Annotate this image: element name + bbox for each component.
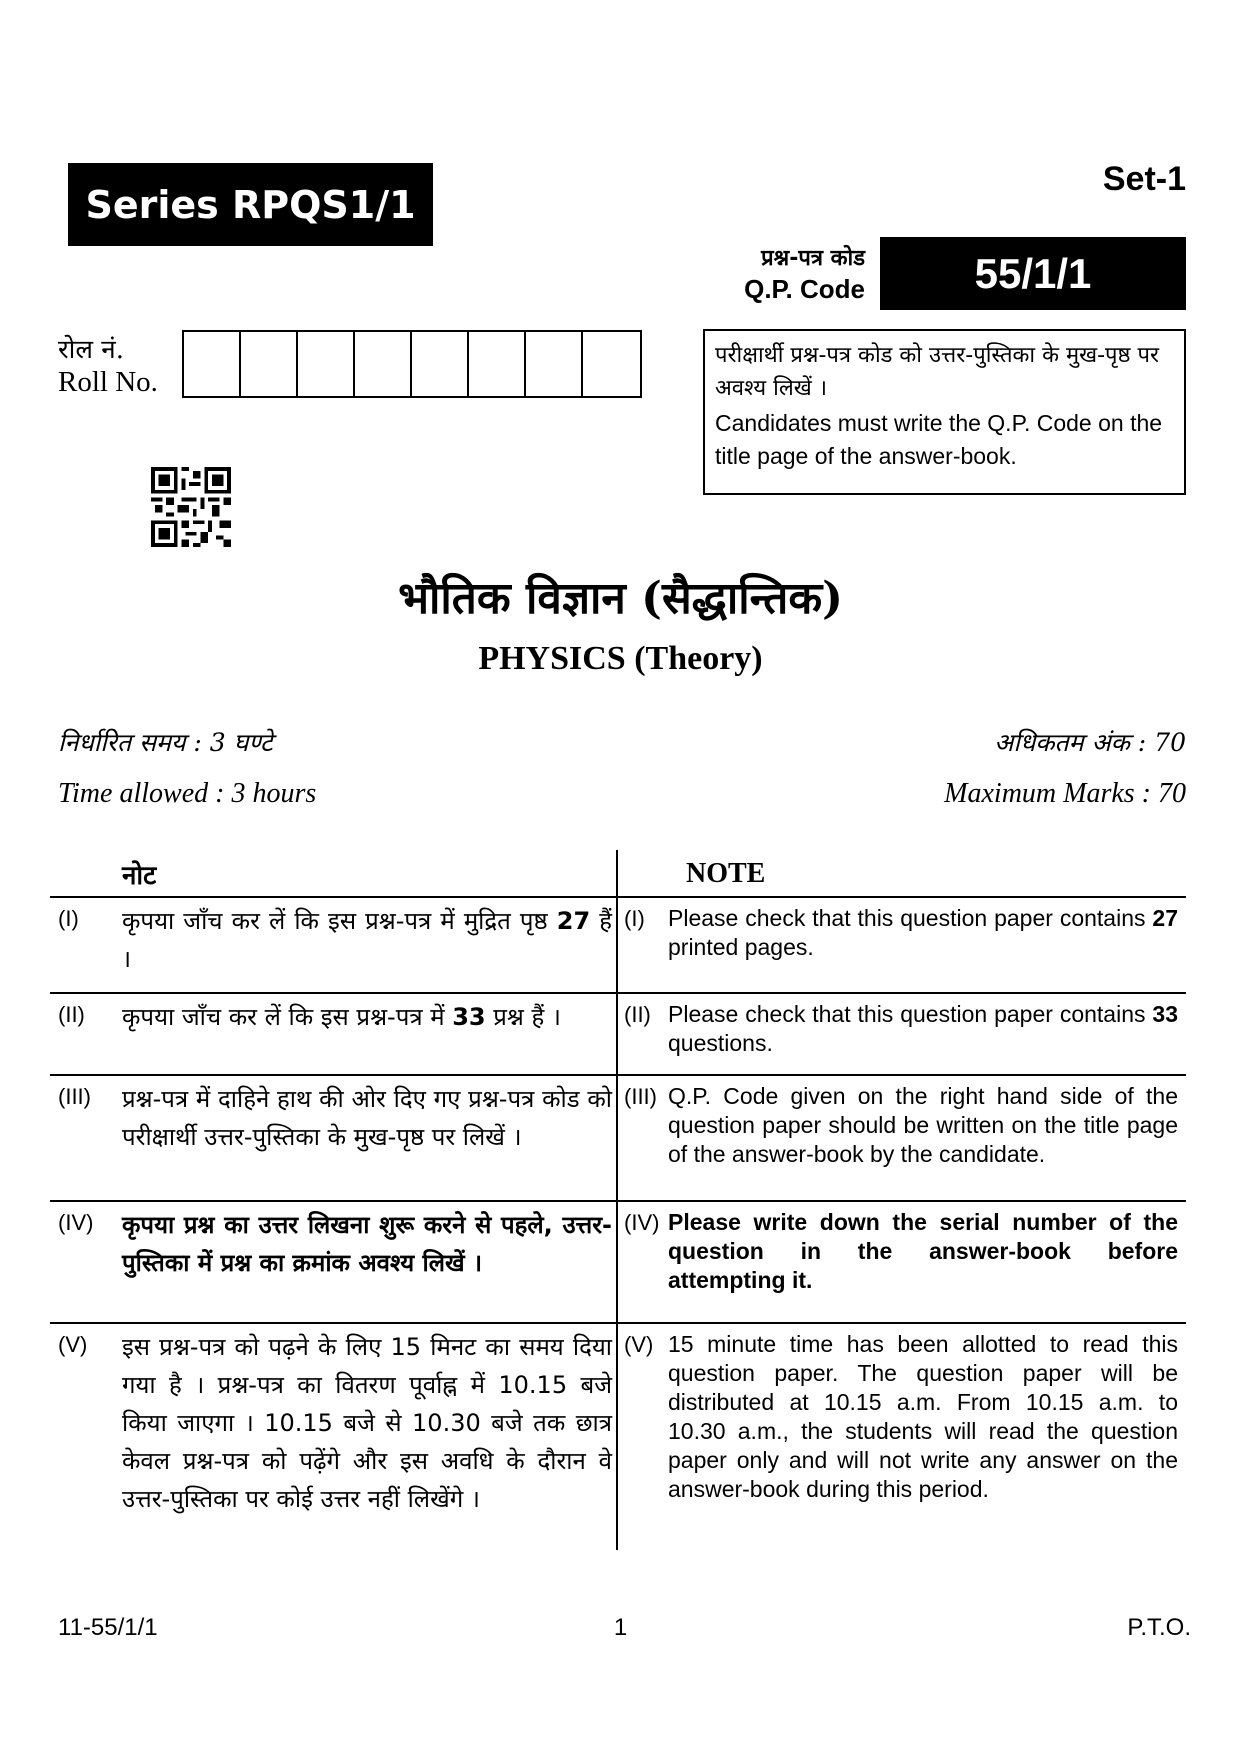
roll-number-boxes[interactable]: [182, 330, 642, 398]
roll-digit-box[interactable]: [241, 332, 298, 396]
roll-digit-box[interactable]: [184, 332, 241, 396]
max-marks-english: Maximum Marks : 70: [944, 778, 1186, 809]
subject-title-hindi: भौतिक विज्ञान (सैद्धान्तिक): [398, 573, 843, 624]
note-number: (III): [624, 1084, 657, 1109]
note-text-hindi: इस प्रश्न-पत्र को पढ़ने के लिए 15 मिनट का समय दिया गया है । प्रश्न-पत्र का वितरण पूर्वाह्न में 10.15 बजे किया जाएगा । 10.15 बजे से 10.30 बजे तक छात्र केवल प्रश्न-पत्र को पढ़ेंगे और इस अवधि के दौरान वे उत्तर-पुस्तिका पर कोई उत्तर नहीं लिखेंगे ।: [122, 1333, 612, 1513]
note-row: [50, 1322, 1186, 1554]
note-heading-english: NOTE: [686, 858, 766, 889]
note-number: (I): [58, 906, 79, 931]
qp-code-label-english: Q.P. Code: [744, 274, 865, 304]
note-heading-hindi: नोट: [122, 861, 157, 891]
series-label: Series RPQS1/1: [68, 163, 433, 246]
qr-code-icon: [151, 466, 231, 548]
roll-digit-box[interactable]: [298, 332, 355, 396]
footer-page-number: 1: [613, 1614, 628, 1641]
note-text-english: Please write down the serial number of the question in the answer-book before attempting it.: [668, 1209, 1178, 1293]
roll-digit-box[interactable]: [526, 332, 583, 396]
subject-title-english: PHYSICS (Theory): [478, 640, 763, 677]
notice-english: Candidates must write the Q.P. Code on the title page of the answer-book.: [715, 410, 1163, 469]
note-number: (V): [58, 1332, 88, 1357]
note-text-hindi: प्रश्न-पत्र में दाहिने हाथ की ओर दिए गए प्रश्न-पत्र कोड को परीक्षार्थी उत्तर-पुस्तिका के मुख-पृष्ठ पर लिखें ।: [122, 1085, 612, 1151]
note-row: [50, 992, 1186, 1074]
roll-digit-box[interactable]: [469, 332, 526, 396]
notice-hindi: परीक्षार्थी प्रश्न-पत्र कोड को उत्तर-पुस्तिका के मुख-पृष्ठ पर अवश्य लिखें ।: [715, 343, 1159, 401]
note-table: [50, 850, 1186, 1554]
roll-digit-box[interactable]: [583, 332, 640, 396]
roll-label-english: Roll No.: [58, 366, 158, 398]
note-text-hindi: कृपया प्रश्न का उत्तर लिखना शुरू करने से पहले, उत्तर-पुस्तिका में प्रश्न का क्रमांक अवश्य लिखें ।: [122, 1211, 612, 1277]
note-text-english: 15 minute time has been allotted to read this question paper. The question paper will be distributed at 10.15 a.m. From 10.15 a.m. to 10.30 a.m., the students will read the question paper only and will not write any answer on the answer-book during this period.: [668, 1331, 1178, 1502]
note-number: (II): [624, 1002, 651, 1027]
roll-digit-box[interactable]: [412, 332, 469, 396]
note-text-english: Q.P. Code given on the right hand side of the question paper should be written on the title page of the answer-book by the candidate.: [668, 1083, 1178, 1167]
roll-label-hindi: रोल नं.: [58, 335, 124, 365]
note-row: [50, 1200, 1186, 1322]
qp-code-label-hindi: प्रश्न-पत्र कोड: [761, 246, 865, 271]
max-marks-hindi: अधिकतम अंक : 70: [994, 728, 1186, 757]
note-text-english: Please check that this question paper contains 33 questions.: [668, 1001, 1178, 1056]
footer-page-code: 11-55/1/1: [58, 1614, 158, 1641]
note-text-english: Please check that this question paper contains 27 printed pages.: [668, 905, 1178, 960]
set-label: Set-1: [1102, 160, 1186, 198]
roll-digit-box[interactable]: [355, 332, 412, 396]
note-row: [50, 896, 1186, 992]
qp-code-notice: [703, 329, 1186, 495]
note-number: (II): [58, 1002, 85, 1027]
time-allowed-english: Time allowed : 3 hours: [58, 778, 317, 809]
note-number: (III): [58, 1084, 91, 1109]
note-number: (V): [624, 1332, 654, 1357]
footer-pto: P.T.O.: [1127, 1614, 1191, 1641]
note-text-hindi: कृपया जाँच कर लें कि इस प्रश्न-पत्र में मुद्रित पृष्ठ 27 हैं ।: [122, 907, 612, 973]
note-number: (I): [624, 906, 645, 931]
note-number: (IV): [58, 1210, 94, 1235]
qp-code-value: 55/1/1: [880, 237, 1186, 310]
note-text-hindi: कृपया जाँच कर लें कि इस प्रश्न-पत्र में 33 प्रश्न हैं ।: [122, 1003, 561, 1031]
note-number: (IV): [624, 1210, 660, 1235]
note-row: [50, 1074, 1186, 1200]
note-header: [50, 850, 1186, 896]
time-allowed-hindi: निर्धारित समय : 3 घण्टे: [58, 728, 273, 757]
